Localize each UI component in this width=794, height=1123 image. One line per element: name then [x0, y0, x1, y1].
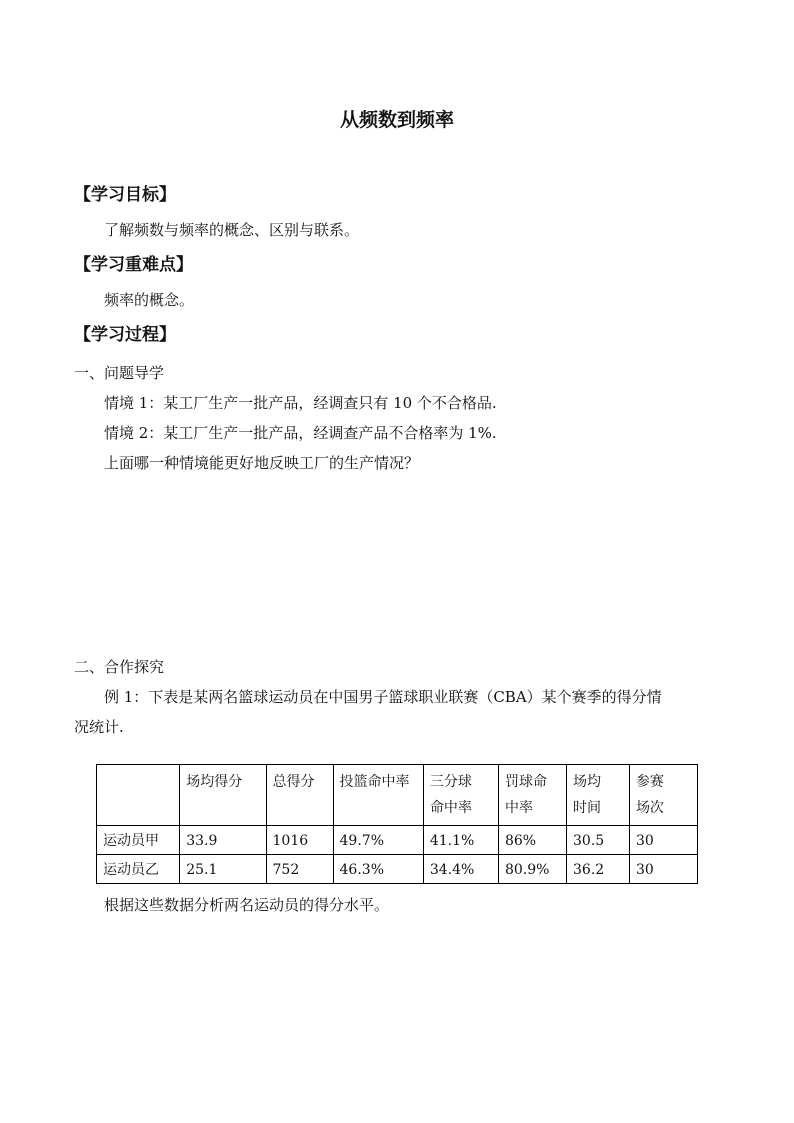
table-cell: 34.4% [423, 855, 498, 884]
table-cell: 运动员乙 [97, 855, 180, 884]
table-cell: 33.9 [180, 826, 266, 855]
header-cell: 罚球命 中率 [498, 765, 566, 826]
table-cell: 30.5 [567, 826, 630, 855]
table-cell: 36.2 [567, 855, 630, 884]
table-cell: 25.1 [180, 855, 266, 884]
section-goals-heading: 【学习目标】 [74, 185, 176, 205]
header-cell: 场均得分 [180, 765, 266, 826]
table-cell: 41.1% [423, 826, 498, 855]
table-cell: 86% [498, 826, 566, 855]
example-line-2: 况统计. [74, 718, 124, 736]
table-row [97, 855, 698, 884]
table-cell: 49.7% [333, 826, 423, 855]
header-cell: 投篮命中率 [333, 765, 423, 826]
key-text: 频率的概念。 [104, 291, 195, 309]
table-row [97, 826, 698, 855]
table-header-row [97, 765, 698, 826]
table-cell: 80.9% [498, 855, 566, 884]
table-cell: 752 [266, 855, 333, 884]
header-cell: 场均 时间 [567, 765, 630, 826]
page-title: 从频数到频率 [339, 109, 454, 131]
part2-heading: 二、合作探究 [74, 658, 165, 676]
example-line-1: 例 1：下表是某两名篮球运动员在中国男子篮球职业联赛（CBA）某个赛季的得分情 [104, 688, 662, 706]
conclusion-text: 根据这些数据分析两名运动员的得分水平。 [104, 896, 390, 914]
question: 上面哪一种情境能更好地反映工厂的生产情况？ [104, 454, 420, 472]
goals-text: 了解频数与频率的概念、区别与联系。 [104, 221, 360, 239]
header-cell: 参赛 场次 [629, 765, 697, 826]
header-cell: 三分球 命中率 [423, 765, 498, 826]
header-cell-empty [97, 765, 180, 826]
header-cell: 总得分 [266, 765, 333, 826]
stats-table [96, 764, 698, 884]
table-cell: 1016 [266, 826, 333, 855]
table-cell: 30 [629, 855, 697, 884]
part1-heading: 一、问题导学 [74, 364, 165, 382]
table-cell: 30 [629, 826, 697, 855]
scenario-2: 情境 2：某工厂生产一批产品，经调查产品不合格率为 1%. [104, 424, 497, 442]
section-key-heading: 【学习重难点】 [74, 255, 193, 275]
section-process-heading: 【学习过程】 [74, 325, 176, 345]
table-cell: 运动员甲 [97, 826, 180, 855]
table-cell: 46.3% [333, 855, 423, 884]
scenario-1: 情境 1：某工厂生产一批产品，经调查只有 10 个不合格品. [104, 394, 497, 412]
